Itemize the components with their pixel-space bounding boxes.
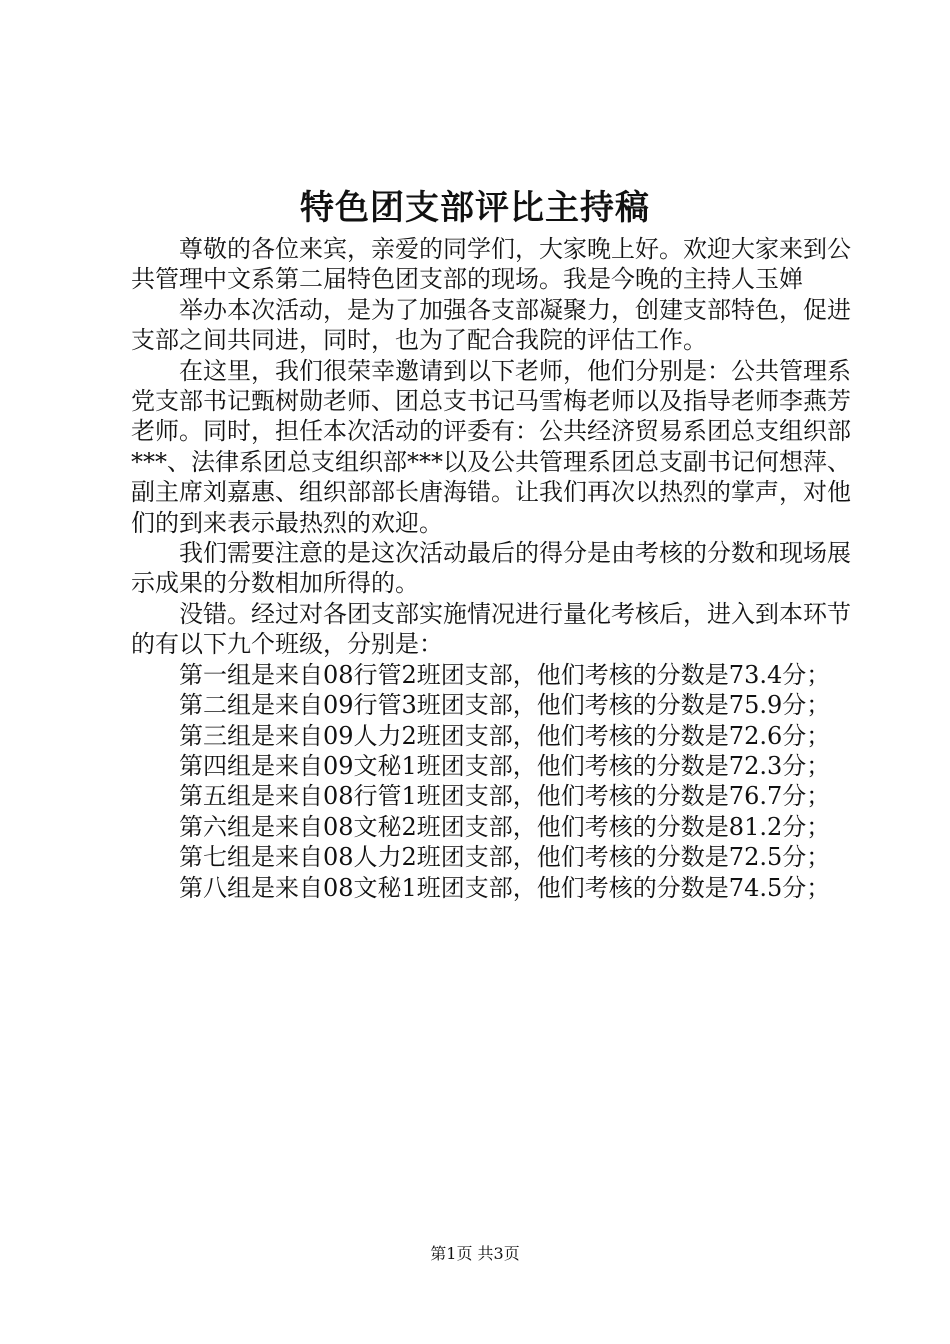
paragraph-group-6: 第六组是来自08文秘2班团支部，他们考核的分数是81.2分； (179, 812, 831, 841)
paragraph-finalists-intro: 没错。经过对各团支部实施情况进行量化考核后，进入到本环节的有以下九个班级，分别是： (131, 599, 851, 659)
paragraph-group-2: 第二组是来自09行管3班团支部，他们考核的分数是75.9分； (179, 691, 831, 720)
paragraph-scoring-note: 我们需要注意的是这次活动最后的得分是由考核的分数和现场展示成果的分数相加所得的。 (131, 539, 851, 598)
paragraph-group-7: 第七组是来自08人力2班团支部，他们考核的分数是72.5分； (179, 843, 831, 872)
paragraph-group-3: 第三组是来自09人力2班团支部，他们考核的分数是72.6分； (179, 721, 831, 750)
document-title: 特色团支部评比主持稿 (300, 188, 650, 228)
paragraph-group-4: 第四组是来自09文秘1班团支部，他们考核的分数是72.3分； (179, 751, 831, 780)
paragraph-guests: 在这里，我们很荣幸邀请到以下老师，他们分别是：公共管理系党支部书记甄树勋老师、团总支书记马雪梅老师以及指导老师李燕芳老师。同时，担任本次活动的评委有：公共经济贸易系团总支组织部***、法律系团总支组织部***以及公共管理系团总支副书记何想萍、副主席刘嘉惠、组织部部长唐海错。让我们再次以热烈的掌声，对他们的到来表示最热烈的欢迎。 (131, 356, 851, 537)
paragraph-greeting: 尊敬的各位来宾，亲爱的同学们，大家晚上好。欢迎大家来到公共管理中文系第二届特色团支部的现场。我是今晚的主持人玉婵 (131, 235, 851, 294)
page-number-footer: 第1页 共3页 (430, 1244, 520, 1263)
paragraph-group-5: 第五组是来自08行管1班团支部，他们考核的分数是76.7分； (179, 782, 831, 811)
paragraph-purpose: 举办本次活动，是为了加强各支部凝聚力，创建支部特色，促进支部之间共同进，同时，也为了配合我院的评估工作。 (131, 295, 851, 355)
document-body (131, 234, 851, 903)
paragraph-group-8: 第八组是来自08文秘1班团支部，他们考核的分数是74.5分； (179, 873, 831, 902)
paragraph-group-1: 第一组是来自08行管2班团支部，他们考核的分数是73.4分； (179, 660, 831, 689)
